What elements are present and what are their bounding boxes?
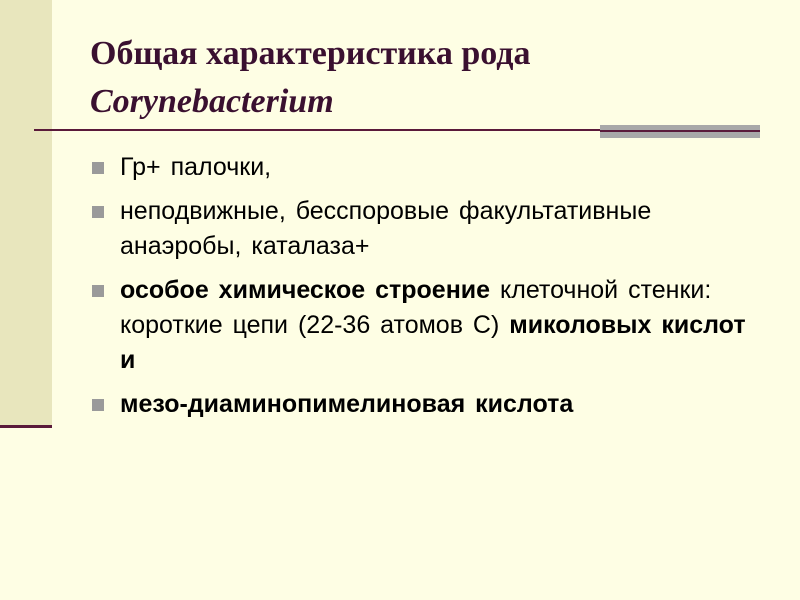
title-divider xyxy=(34,129,600,131)
title-line-2: Corynebacterium xyxy=(90,83,334,120)
list-item xyxy=(90,150,750,185)
list-item-bold-text: мезо-диаминопимелиновая кислота xyxy=(120,390,574,418)
list-item-text: клеточной стенки: короткие цепи (22-36 атомов С) xyxy=(120,276,712,339)
list-item-text: Гр+ палочки, xyxy=(120,153,272,181)
title-line-1: Общая характеристика рода xyxy=(90,35,531,72)
list-item-bold-text: миколовых кислот и xyxy=(120,311,746,374)
list-item xyxy=(90,194,750,264)
slide-title xyxy=(90,30,770,126)
divider-accent-line xyxy=(600,130,760,132)
square-bullet-icon xyxy=(92,285,104,297)
bullet-list xyxy=(90,150,750,431)
left-bar-underline xyxy=(0,425,52,428)
list-item-text: неподвижные, бесспоровые факультативные анаэробы, каталаза+ xyxy=(120,197,652,260)
list-item-bold-text: особое химическое строение xyxy=(120,276,491,304)
square-bullet-icon xyxy=(92,399,104,411)
list-item xyxy=(90,387,750,422)
square-bullet-icon xyxy=(92,162,104,174)
square-bullet-icon xyxy=(92,206,104,218)
left-decorative-bar xyxy=(0,0,52,425)
list-item xyxy=(90,273,750,378)
